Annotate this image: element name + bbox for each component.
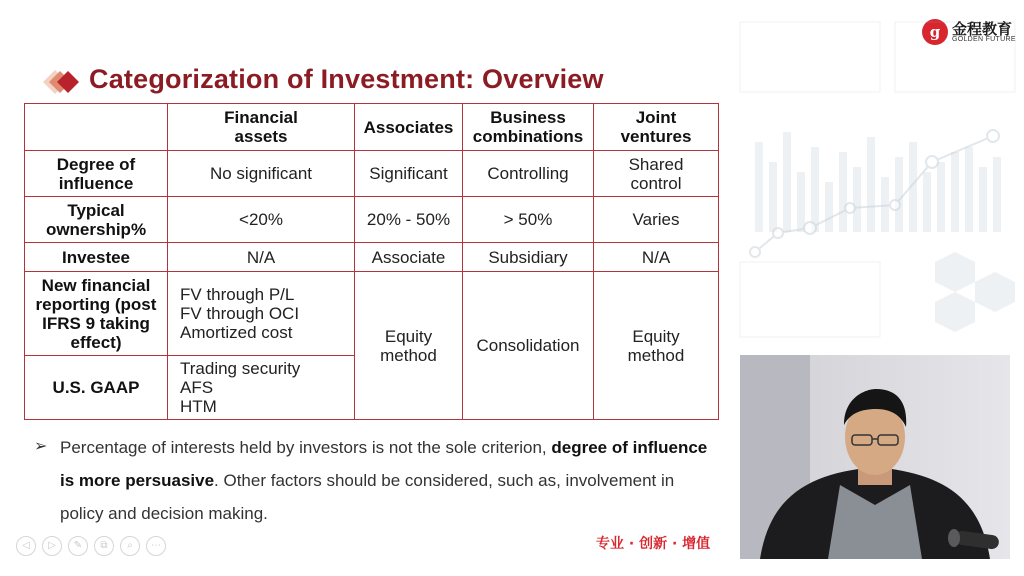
- slide-title: Categorization of Investment: Overview: [89, 64, 604, 94]
- brand-name: 金程教育: [952, 20, 1013, 38]
- more-icon[interactable]: ⋯: [146, 536, 166, 556]
- table-row-degree-of-influence: [25, 151, 719, 197]
- table-cell: > 50%: [463, 197, 594, 243]
- row-header: Investee: [25, 243, 168, 272]
- merged-cell-associates: Equity method: [355, 272, 463, 420]
- bullet-text: Percentage of interests held by investors is not the sole criterion, degree of influence is more persuasive. Other factors should be considered, such as, involvement in policy and decision making.: [60, 438, 708, 523]
- brand-subtitle: GOLDEN FUTURE: [952, 36, 1016, 43]
- column-header-joint-ventures: Joint ventures: [594, 104, 719, 151]
- column-header-financial-assets: Financial assets: [168, 104, 355, 151]
- table-header-row: [25, 104, 719, 151]
- table-cell: N/A: [594, 243, 719, 272]
- table-row-investee: [25, 243, 719, 272]
- zoom-icon[interactable]: ⌕: [120, 536, 140, 556]
- table-row-new-financial-reporting: [25, 272, 719, 356]
- table-cell: No significant: [168, 151, 355, 197]
- slogan: 专业 · 创新 · 增值: [596, 536, 711, 552]
- next-icon[interactable]: ▷: [42, 536, 62, 556]
- table-cell: Significant: [355, 151, 463, 197]
- column-header-associates: Associates: [355, 104, 463, 151]
- copy-icon[interactable]: ⧉: [94, 536, 114, 556]
- merged-cell-joint-ventures: Equity method: [594, 272, 719, 420]
- table-cell: 20% - 50%: [355, 197, 463, 243]
- row-header: U.S. GAAP: [25, 356, 168, 420]
- table-cell: Controlling: [463, 151, 594, 197]
- row-header: Typical ownership%: [25, 197, 168, 243]
- webcam-video: [740, 355, 1010, 559]
- table-cell: <20%: [168, 197, 355, 243]
- arrow-bullet-icon: ➢: [34, 438, 48, 455]
- row-header: New financial reporting (post IFRS 9 taking effect): [25, 272, 168, 356]
- merged-cell-business-combinations: Consolidation: [463, 272, 594, 420]
- golden-future-logo-icon: g: [922, 19, 948, 45]
- presenter-video-frame: [740, 355, 1010, 559]
- table-row-typical-ownership: [25, 197, 719, 243]
- table-cell: FV through P/L FV through OCI Amortized cost: [168, 272, 355, 356]
- prev-icon[interactable]: ◁: [16, 536, 36, 556]
- table-cell: Associate: [355, 243, 463, 272]
- table-cell: N/A: [168, 243, 355, 272]
- column-header-business-combinations: Business combinations: [463, 104, 594, 151]
- title-diamond-icon: [33, 66, 83, 98]
- slide-navigation: [16, 535, 172, 555]
- table-cell: Trading security AFS HTM: [168, 356, 355, 420]
- investment-categories-table: [24, 103, 719, 420]
- table-cell: Shared control: [594, 151, 719, 197]
- table-cell: Varies: [594, 197, 719, 243]
- pen-icon[interactable]: ✎: [68, 536, 88, 556]
- table-corner-cell: [25, 104, 168, 151]
- table-cell: Subsidiary: [463, 243, 594, 272]
- background-chart-decoration: [735, 12, 1024, 352]
- row-header: Degree of influence: [25, 151, 168, 197]
